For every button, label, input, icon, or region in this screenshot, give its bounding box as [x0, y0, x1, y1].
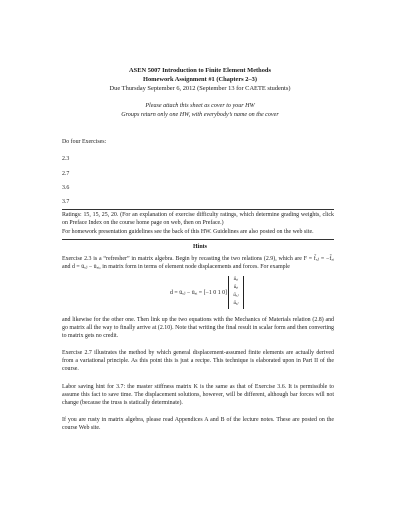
ratings-text: Ratings: 15, 15, 25, 20. (For an explanation of exercise difficulty ratings, which determine grading weights, click on Preface Index on the course home page on web, then on Preface.): [62, 212, 334, 226]
exercises-intro: Do four Exercises:: [62, 139, 107, 145]
assignment-title: Homework Assignment #1 (Chapters 2–3): [143, 76, 257, 83]
equation: [170, 276, 240, 310]
groups-note: Groups return only one HW, with everybody’s name on the cover: [121, 112, 279, 118]
hint-paragraph: If you are rusty in matrix algebra, please read Appendices A and B of the lecture notes. These are posted on the course Web site.: [62, 417, 334, 431]
displacement-vector: [228, 276, 244, 309]
hint-paragraph: Exercise 2.3 is a “refresher” in matrix algebra. Begin by recasting the two relations (2.9), which are F = f̄ₓⱼ = −f̄ₓᵢ and d = ūₓⱼ − ūₓᵢ, in matrix form in terms of element node displacements and forces. For example: [62, 256, 334, 270]
vector-entry: ūₓⱼ: [233, 293, 239, 298]
vector-entry: ūᵧᵢ: [233, 285, 239, 290]
divider: [62, 209, 334, 210]
vector-entry: ūᵧⱼ: [233, 301, 239, 306]
hint-paragraph: and likewise for the other one. Then link up the two equations with the Mechanics of Materials relation (2.8) and go matrix all the way to finally arrive at (2.10). Note that writing the final result in scalar form and then converting to matrix gets no credit.: [62, 317, 334, 339]
exercise-item: 3.6: [62, 185, 70, 191]
hint-paragraph: Exercise 2.7 illustrates the method by which general displacement-assumed finite elements are actually derived from a variational principle. As this point this is just a recipe. This technique is elaborated upon in Part II of the course.: [62, 350, 334, 372]
exercise-item: 2.7: [62, 171, 70, 177]
course-title: ASEN 5007 Introduction to Finite Element Methods: [129, 67, 271, 74]
hint-paragraph: Labor saving hint for 3.7: the master stiffness matrix K is the same as that of Exercise 3.6. It is permissible to assume this fact to save time. The displacement solutions, however, will be different, although bar forces will not change (because the truss is statically determinate).: [62, 384, 334, 406]
attach-note: Please attach this sheet as cover to your HW: [145, 103, 255, 109]
exercise-item: 3.7: [62, 199, 70, 205]
divider: [62, 239, 334, 240]
hints-heading: Hints: [192, 244, 207, 250]
vector-entry: ūₓᵢ: [233, 277, 239, 282]
equation-lhs: d = ūₓⱼ − ūₓᵢ = [−1 0 1 0]: [170, 290, 228, 296]
exercise-item: 2.3: [62, 156, 70, 162]
guidelines-text: For homework presentation guidelines see the back of this HW. Guidelines are also posted on the web site.: [62, 229, 314, 235]
due-date: Due Thursday September 6, 2012 (September 13 for CAETE students): [109, 85, 291, 92]
